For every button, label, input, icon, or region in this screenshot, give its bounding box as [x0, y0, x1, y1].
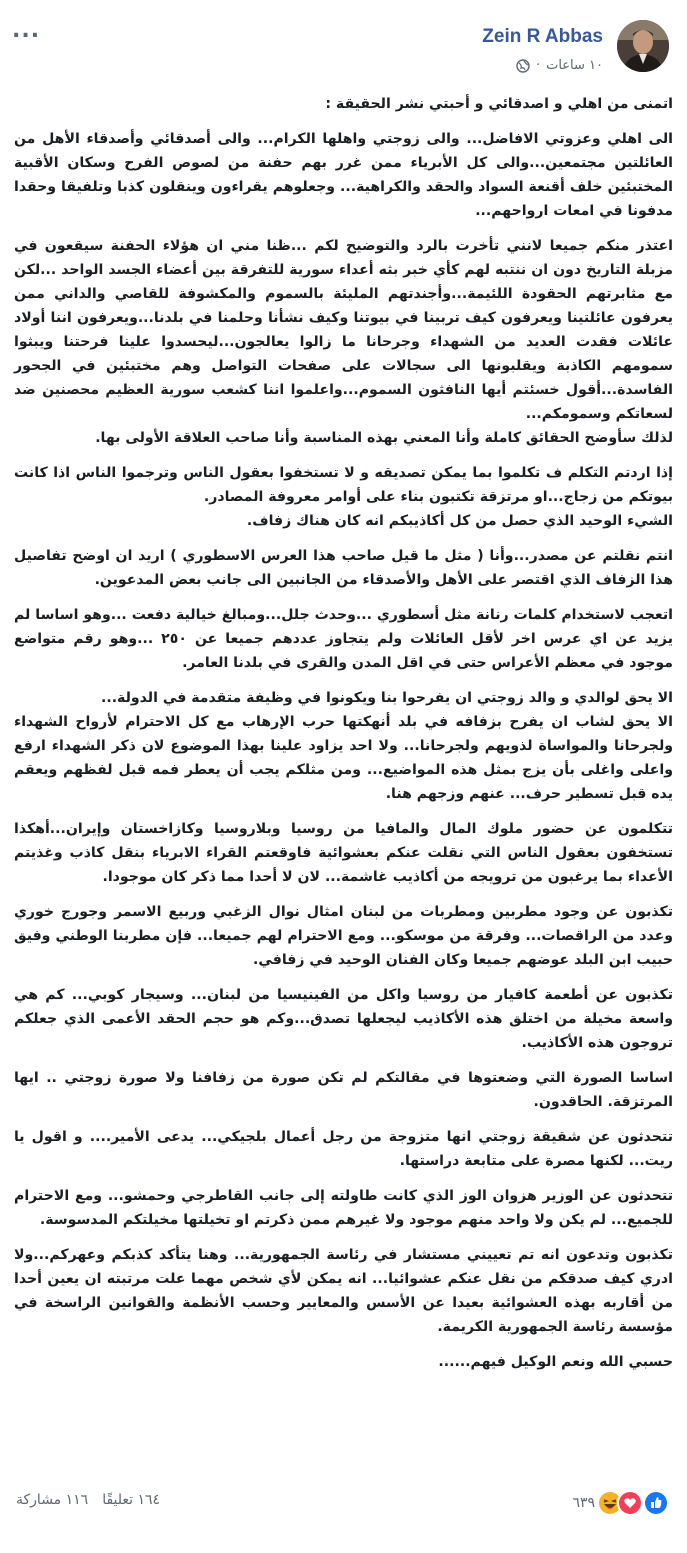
paragraph: حسبي الله ونعم الوكيل فيهم......: [438, 1354, 673, 1370]
paragraph: تتحدثون عن الوزير هزوان الوز الذي كانت طاولته إلى جانب القاطرجي وحمشو... ومع الاحترام للجميع... لم يكن ولا واحد منهم موجود ولا غيرهم ممن ذكرتم او تخيلتها مخيلتكم المدسوسة.: [14, 1188, 673, 1228]
post-body: [14, 92, 673, 1385]
paragraph: الشيء الوحيد الذي حصل من كل أكاذيبكم انه كان هناك زفاف.: [246, 513, 673, 529]
paragraph: تكذبون عن وجود مطربين ومطربات من لبنان امثال نوال الزغبي وربيع الاسمر وجورج خوري وعدد من الراقصات... وفرقة من موسكو... ومع الاحترام لهم جميعا... فإن مطربنا الوطني وفيق حبيب ابن البلد عوضهم جميعا وكان الفنان الوحيد في زفافي.: [14, 904, 673, 968]
paragraph: اعتذر منكم جميعا لانني تأخرت بالرد والتوضيح لكم ...ظنا مني ان هؤلاء الحفنة سيقعون في مزبلة التاريخ دون ان ننتبه لهم كأي خبر بثه أعداء سورية للتفرقة بين أعضاء الجسد الواحد ...لكن مع مثابرتهم الحقودة اللئيمة...وأجندتهم المليئة بالسموم والمكشوفة للقاصي والداني ممن يعرفون عائلتينا ويعرفون كيف تربينا في بيوتنا وكيف نشأنا وحلمنا في بلدنا...ويعرفون اننا أولاد عائلات فقدت العديد من الشهداء وجرحانا ما زالوا يعالجون...ليحسدوا علينا فرحتنا ويبثوا سمومهم الكاذبة ويقلبونها الى سجالات على صفحات التواصل وهم مختبئين في الجحور الفاسدة...أقول خسئتم أيها النافثون السموم...واعلموا اننا كشعب سورية العظيم محصنين ضد لسعاتكم وسمومكم...: [14, 238, 673, 422]
paragraph: اتمنى من اهلي و اصدقائي و أحبتي نشر الحقيقة :: [325, 96, 673, 112]
like-icon: [643, 1490, 669, 1516]
post-header: [0, 0, 687, 90]
paragraph: اتعجب لاستخدام كلمات رنانة مثل أسطوري ...وحدث جلل...ومبالغ خيالية دفعت ...وهو اساسا لم يزيد عن اي عرس اخر لأقل العائلات ولم يتجاوز عددهم جميعا عن ٢٥٠ ...وهو رقم متواضع موجود في معظم الأعراس حتى في اقل المدن والقرى في بلدنا العامر.: [14, 607, 673, 671]
avatar[interactable]: [617, 20, 669, 72]
paragraph: تكذبون عن أطعمة كافيار من روسيا واكل من الفينيسيا من لبنان... وسيجار كوبي... كم هي واسعة مخيلة من اختلق هذه الأكاذيب ليجعلها تصدق...وكم هو حجم الحقد الأعمى الذي جعلكم تروجون هذه الأكاذيب.: [14, 987, 673, 1051]
globe-icon: [516, 59, 530, 73]
paragraph: اساسا الصورة التي وضعتوها في مقالتكم لم تكن صورة من زفافنا ولا صورة زوجتي .. ايها المرتزقة. الحاقدون.: [14, 1070, 673, 1110]
paragraph: تتكلمون عن حضور ملوك المال والمافيا من روسيا وبلاروسيا وكازاخستان وإيران...أهكذا تستخفون بعقول الناس التي نقلت عنكم بعشوائية فاوقعتم القراء الابرياء بنقل كاذب وغذيتم الأعداء بما يرغبون من ترويجه من أكاذيب غاشمة... لان لا أحدا مما ذكر كان موجودا.: [14, 821, 673, 885]
author-name[interactable]: Zein R Abbas: [482, 26, 603, 47]
post-time[interactable]: ١٠ ساعات: [546, 58, 603, 73]
paragraph: انتم نقلتم عن مصدر...وأنا ( مثل ما قيل صاحب هذا العرس الاسطوري ) اريد ان اوضح تفاصيل هذا الزفاف الذي اقتصر على الأهل والأصدقاء من الجانبين الى جانب بعض المدعوين.: [14, 548, 673, 588]
more-options-icon[interactable]: ...: [12, 18, 41, 43]
post-footer: [0, 1478, 687, 1538]
shares-count[interactable]: ١١٦ مشاركة: [16, 1492, 89, 1508]
paragraph: تكذبون وتدعون انه تم تعييني مستشار في رئاسة الجمهورية... وهنا يتأكد كذبكم وعهركم...ولا ادري كيف صدقكم من نقل عنكم عشوائيا... انه يمكن لأي شخص مهما علت مرتبته ان يعين أحدا من أقاربه بهذه العشوائية بعيدا عن الأسس والمعايير وحسب الأنظمة والقوانين الراسخة في مؤسسة رئاسة الجمهورية الكريمة.: [14, 1247, 673, 1335]
paragraph: الا يحق لشاب ان يفرح بزفافه في بلد أنهكتها حرب الإرهاب مع كل الاحترام لأرواح الشهداء ولجرحانا والمواساة لذويهم ولجرحانا... ولا احد يزاود علينا بهذا الموضوع لان ذكر الشهداء ارفع واعلى واغلى بأن يزج بمثل هذه المواضيع... ومن مثلكم يجب أن يعطر فمه قبل لفظهم ويعقم يده قبل تسطير حرف... عنهم وزجهم هنا.: [14, 714, 673, 802]
comments-count[interactable]: ١٦٤ تعليقًا: [102, 1492, 161, 1508]
paragraph: الى اهلي وعزوتي الافاضل... والى زوجتي واهلها الكرام... والى أصدقائي وأصدقاء الأهل من العائلتين مجتمعين...والى كل الأبرياء ممن غرر بهم حفنة من لصوص الفرح وسكان الأقبية المختبئين خلف أقنعة السواد والحقد والكراهية... وجعلوهم يقراءون وينقلون كذبا وتلفيقا وحقدا مدفونا في امعات ارواحهم...: [14, 131, 673, 219]
paragraph: الا يحق لوالدي و والد زوجتي ان يفرحوا بنا ويكونوا في وظيفة متقدمة في الدولة...: [101, 690, 673, 706]
paragraph: لذلك سأوضح الحقائق كاملة وأنا المعني بهذه المناسبة وأنا صاحب العلاقة الأولى بها.: [95, 430, 673, 446]
post-meta: ١٠ ساعات ·: [516, 58, 603, 73]
paragraph: تتحدثون عن شقيقة زوجتي انها متزوجة من رجل أعمال بلجيكي... يدعى الأمير.... و اقول يا ريت... لكنها مصرة على متابعة دراستها.: [14, 1129, 673, 1169]
reactions-summary[interactable]: [572, 1490, 669, 1516]
paragraph: إذا اردتم التكلم ف تكلموا بما يمكن تصديقه و لا تستخفوا بعقول الناس وترجموا الناس اذا كانت بيوتكم من زجاج...او مرتزقة تكتبون بناء على أوامر معروفة المصادر.: [14, 465, 673, 505]
love-icon: [617, 1490, 643, 1516]
engagement-counts: [16, 1492, 160, 1508]
reactions-count[interactable]: ٦٣٩: [572, 1495, 595, 1511]
